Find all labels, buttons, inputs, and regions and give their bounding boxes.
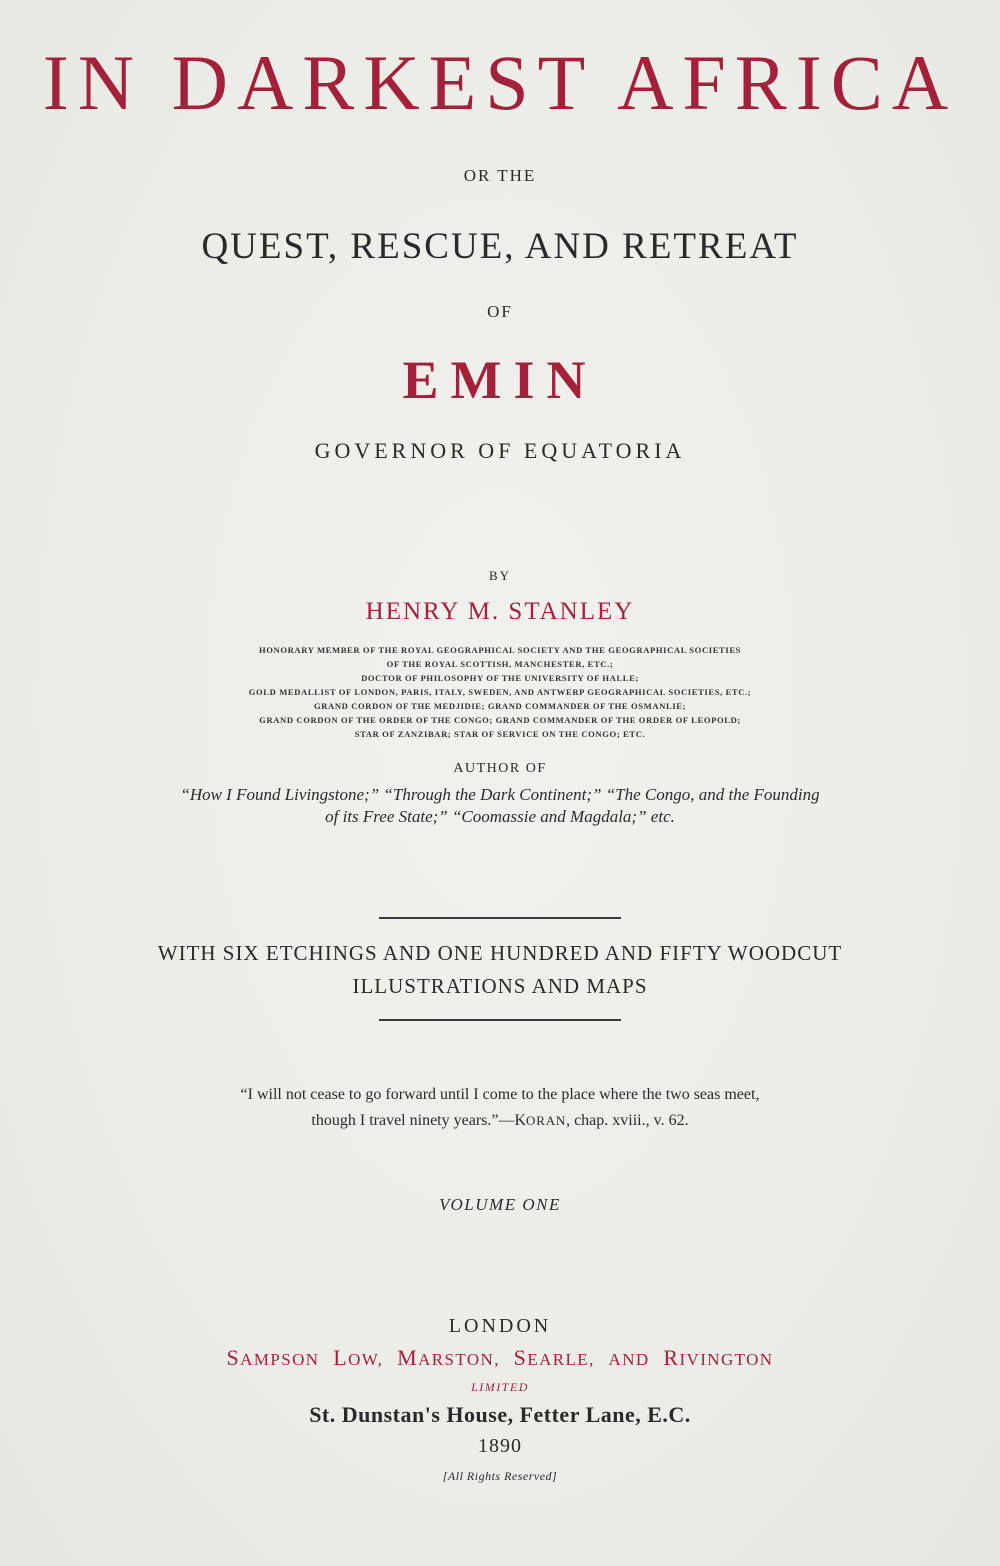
honor-line: GRAND CORDON OF THE MEDJIDIE; GRAND COMMANDER OF THE OSMANLIE;: [313, 701, 687, 711]
imprint-address: St. Dunstan's House, Fetter Lane, E.C.: [309, 1402, 691, 1427]
divider-rule: [379, 1019, 621, 1021]
honor-line: STAR OF ZANZIBAR; STAR OF SERVICE ON THE CONGO; ETC.: [354, 729, 646, 739]
author-of-heading: AUTHOR OF: [453, 761, 547, 776]
epigraph-text: though I travel ninety years.”—: [311, 1112, 515, 1129]
works-line: of its Free State;” “Coomassie and Magdala;” etc.: [325, 807, 675, 826]
illustrations-line: ILLUSTRATIONS AND MAPS: [352, 974, 648, 998]
publisher-word: SEARLE,: [513, 1345, 595, 1370]
imprint-city: LONDON: [448, 1315, 552, 1337]
illustrations-line: WITH SIX ETCHINGS AND ONE HUNDRED AND FIFTY WOODCUT: [157, 941, 843, 965]
subtitle: QUEST, RESCUE, AND RETREAT: [201, 226, 799, 267]
divider-rule: [379, 917, 621, 919]
imprint-year: 1890: [478, 1435, 522, 1457]
publisher-word: AND: [608, 1350, 650, 1369]
emin-title: EMIN: [402, 350, 598, 410]
or-the-text: OR THE: [463, 166, 537, 185]
governor-subtitle: GOVERNOR OF EQUATORIA: [314, 438, 686, 463]
honor-line: HONORARY MEMBER OF THE ROYAL GEOGRAPHICAL SOCIETY AND THE GEOGRAPHICAL SOCIETIES: [258, 645, 742, 655]
of-text: OF: [487, 302, 513, 321]
publisher-word: RIVINGTON: [663, 1345, 774, 1370]
honor-line: GRAND CORDON OF THE ORDER OF THE CONGO; GRAND COMMANDER OF THE ORDER OF LEOPOLD;: [259, 715, 741, 725]
epigraph-source-initial: K: [514, 1112, 527, 1129]
epigraph-reference: , chap. xviii., v. 62.: [566, 1112, 689, 1129]
publisher-word: LOW,: [333, 1345, 384, 1370]
honor-line: GOLD MEDALLIST OF LONDON, PARIS, ITALY, SWEDEN, AND ANTWERP GEOGRAPHICAL SOCIETIES, ETC.;: [248, 687, 752, 697]
epigraph-source: ORAN: [526, 1113, 567, 1128]
publisher-word: SAMPSON: [226, 1345, 320, 1370]
works-line: “How I Found Livingstone;” “Through the Dark Continent;” “The Congo, and the Founding: [180, 785, 820, 804]
publisher-name: [0, 1344, 1000, 1374]
author-name: HENRY M. STANLEY: [365, 598, 635, 625]
by-text: BY: [488, 568, 512, 583]
limited-label: LIMITED: [471, 1380, 529, 1394]
rights-notice: [All Rights Reserved]: [442, 1469, 558, 1483]
publisher-word: MARSTON,: [397, 1345, 500, 1370]
main-title: IN DARKEST AFRICA: [42, 39, 958, 126]
honor-line: DOCTOR OF PHILOSOPHY OF THE UNIVERSITY OF HALLE;: [361, 673, 639, 683]
epigraph-line: “I will not cease to go forward until I come to the place where the two seas meet,: [240, 1086, 760, 1103]
epigraph-line: [0, 1109, 1000, 1133]
honor-line: OF THE ROYAL SCOTTISH, MANCHESTER, ETC.;: [386, 659, 614, 669]
volume-label: VOLUME ONE: [439, 1195, 561, 1214]
